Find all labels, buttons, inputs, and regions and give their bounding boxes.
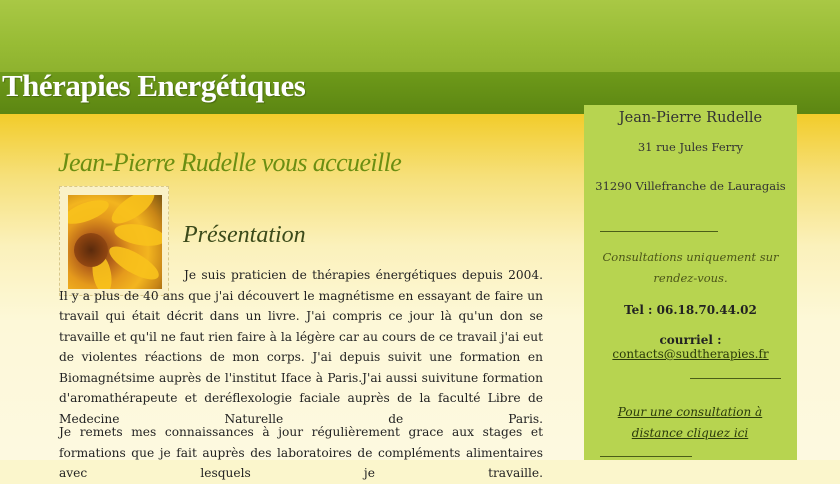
sidebar-divider [600,456,692,457]
sidebar-divider [690,378,781,379]
practitioner-name: Jean-Pierre Rudelle [618,110,763,126]
header-top-band [0,0,840,72]
sidebar-divider [600,231,718,232]
email-link[interactable]: contacts@sudtherapies.fr [612,347,769,361]
page-heading: Jean-Pierre Rudelle vous accueille [58,148,402,177]
site-title[interactable]: Thérapies Energétiques [2,68,306,103]
training-paragraph: Je remets mes connaissances à jour régulièrement grace aux stages et formations que je fait auprès des laboratoires de compléments alimentaires avec lesquels je travaille. [59,425,543,480]
city-address: 31290 Villefranche de Lauragais [595,179,786,193]
street-address: 31 rue Jules Ferry [637,140,744,154]
phone-number: Tel : 06.18.70.44.02 [624,303,757,317]
email-label: courriel : [659,333,722,347]
section-title: Présentation [183,222,306,248]
remote-consultation-link[interactable]: Pour une consultation à distance cliquez ici [617,405,763,440]
presentation-paragraph: Je suis praticien de thérapies énergétiques depuis 2004. Il y a plus de 40 ans que j'ai découvert le magnétisme en essayant de faire un travail qui était décrit dans un livre. J'ai compris ce jour là qu'un don se travaille et qu'il ne faut rien faire à la légère car au cours de ce travail j'ai eut de violentes réactions de mon corps. J'ai depuis suivit une formation en Biomagnétsime auprès de l'institut Iface à Paris.J'ai aussi suivitune formation d'aromathérapeute et deréflexologie faciale auprès de la faculté Libre de Medecine Naturelle de Paris. [59,268,543,426]
appointment-note: Consultations uniquement sur rendez-vous. [602,250,779,285]
